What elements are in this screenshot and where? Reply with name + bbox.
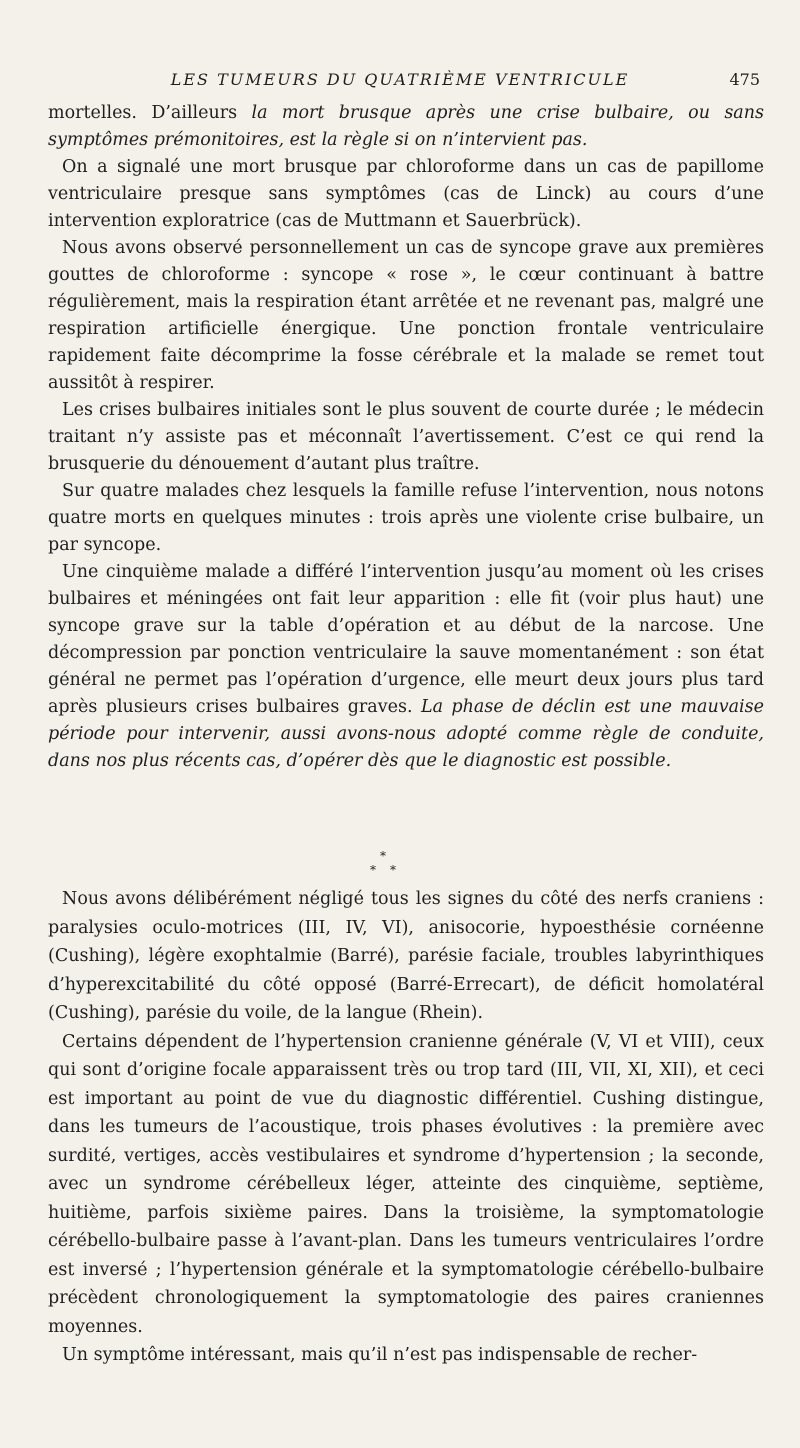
text-section-1 <box>48 100 764 775</box>
paragraph: On a signalé une mort brusque par chloroforme dans un cas de papillome ventriculaire presque sans symptômes (cas de Linck) au cours d’une intervention exploratrice (cas de Muttmann et Sauerbrück). <box>48 157 764 231</box>
paragraph: Certains dépendent de l’hypertension cranienne générale (V, VI et VIII), ceux qui sont d’origine focale apparaissent très ou trop tard (III, VII, XI, XII), et ceci est important au point de vue du diagnostic différentiel. Cushing distingue, dans les tumeurs de l’acoustique, trois phases évolutives : la première avec surdité, vertiges, accès vestibulaires et syndrome d’hypertension ; la seconde, avec un syndrome cérébelleux léger, atteinte des cinquième, septième, huitième, parfois sixième paires. Dans la troisième, la symptomatologie cérébello-bulbaire passe à l’avant-plan. Dans les tumeurs ventriculaires l’ordre est inversé ; l’hypertension générale et la symptomatologie cérébello-bulbaire précèdent chronologiquement la symptomatologie des paires craniennes moyennes. <box>48 1031 764 1337</box>
asterisk: * <box>370 863 376 877</box>
paragraph: Un symptôme intéressant, mais qu’il n’est pas indispensable de recher- <box>62 1345 698 1365</box>
paragraph: Nous avons délibérément négligé tous les signes du côté des nerfs craniens : paralysies oculo-motrices (III, IV, VI), anisocorie, hypoesthésie cornéenne (Cushing), légère exophtalmie (Barré), parésie faciale, troubles labyrinthiques d’hyperexcitabilité du côté opposé (Barré-Errecart), de déficit homolatéral (Cushing), parésie du voile, de la langue (Rhein). <box>48 889 764 1023</box>
paragraph: mortelles. D’ailleurs la mort brusque après une crise bulbaire, ou sans symptômes prémonitoires, est la règle si on n’intervient pas. <box>48 103 764 150</box>
asterisk: * <box>390 863 396 877</box>
paragraph: Les crises bulbaires initiales sont le plus souvent de courte durée ; le médecin traitant n’y assiste pas et méconnaît l’avertissement. C’est ce qui rend la brusquerie du dénouement d’autant plus traître. <box>48 400 764 474</box>
running-title: LES TUMEURS DU QUATRIÈME VENTRICULE <box>170 70 630 89</box>
section-separator <box>355 850 415 880</box>
paragraph: Nous avons observé personnellement un cas de syncope grave aux premières gouttes de chloroforme : syncope « rose », le cœur continuant à battre régulièrement, mais la respiration étant arrêtée et ne revenant pas, malgré une respiration artificielle énergique. Une ponction frontale ventriculaire rapidement faite décomprime la fosse cérébrale et la malade se remet tout aussitôt à respirer. <box>48 238 764 393</box>
page-number: 475 <box>729 70 760 89</box>
asterisk: * <box>380 849 386 863</box>
paragraph: Sur quatre malades chez lesquels la famille refuse l’intervention, nous notons quatre morts en quelques minutes : trois après une violente crise bulbaire, un par syncope. <box>48 481 764 555</box>
paragraph: Une cinquième malade a différé l’intervention jusqu’au moment où les crises bulbaires et méningées ont fait leur apparition : elle fit (voir plus haut) une syncope grave sur la table d’opération et au début de la narcose. Une décompression par ponction ventriculaire la sauve momentanément : son état général ne permet pas l’opération d’urgence, elle meurt deux jours plus tard après plusieurs crises bulbaires graves. La phase de déclin est une mauvaise période pour intervenir, aussi avons-nous adopté comme règle de conduite, dans nos plus récents cas, d’opérer dès que le diagnostic est possible. <box>48 562 764 771</box>
running-head <box>40 70 760 98</box>
text-section-2 <box>48 885 764 1370</box>
